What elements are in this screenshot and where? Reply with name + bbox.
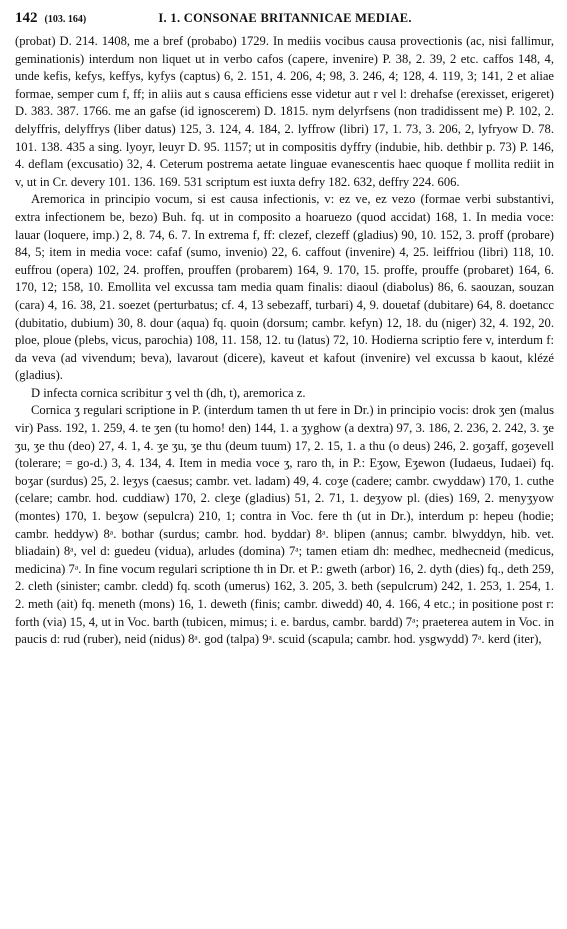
paragraph-aremorica: Aremorica in principio vocum, si est causa infectionis, v: ez ve, ez vezo (formae verbi substantivi, extra infectionem be, bezo) Buh. fq. ut in composito a hoaruezo (quod accidat) 168, 1. In media voce: lauar (loquere, imp.) 2, 8. 74, 6. 7. In extrema f, ff: clezef, clezeff (gladius) 90, 10. 152, 3. proff (probare) 84, 5; item in media voce: cafaf (sumo, invenio) 22, 6. caffout (invenire) 4, 25. leiffriou (libri) 118, 10. euffrou (opera) 102, 24. proffen, prouffen (probarem) 164, 9. 170, 15. proffe, prouffe (probaret) 164, 6. 170, 12; 158, 10. Emollita vel excussa tam media quam finalis: diaoul (diabolus) 86, 6. saouzan, souzan (cara) 4, 16. 38, 21. soezet (perturbatus; cf. 4, 13 sebezaff, turbari) 4, 9. douetaf (dubitare) 64, 8. doetancc (dubitatio, dubium) 30, 8. dour (aqua) fq. quoin (dorsum; cambr. kefyn) 12, 18. du (niger) 32, 4. 192, 20. ploe, ploue (plebs, vicus, parochia) 108, 11. 158, 12. tu (latus) 72, 10. Hodierna scriptio fere v, interdum f: da veva (ad vivendum; beva), lavarout (dicere), kaveut et kafout (invenire) vel excussa b kaout, klézé (gladius).	[15, 192, 554, 383]
page-number: 142	[15, 10, 38, 26]
running-head	[15, 10, 554, 27]
body-text	[15, 33, 554, 649]
paragraph-d-infecta: D infecta cornica scribitur ʒ vel th (dh, t), aremorica z.	[31, 385, 306, 400]
running-title: I. 1. CONSONAE BRITANNICAE MEDIAE.	[158, 11, 412, 25]
page-reference: (103. 164)	[44, 14, 87, 25]
paragraph-probat: (probat) D. 214. 1408, me a bref (probabo) 1729. In mediis vocibus causa provectionis (ac, nisi fallimur, geminationis) interdum non liquet ut in verbo cafos (capere, invenire) P. 38, 2. 39, 2 etc. caffos 148, 4, unde kefis, kefys, keffys, kyfys (captus) 6, 2. 151, 4. 206, 4; 98, 3. 246, 4; 128, 4. 119, 3; 141, 2 et aliae formae, semper cum f, ff; in aliis aut s causa efficiens esse videtur aut r vel l: drehafse (erexisset, erigeret) D. 383. 387. 1766. me an gafse (id ignoscerem) D. 1815. nym delyrfsens (non tradidissent me) P. 102, 2. delyffris, delyffrys (liber datus) 125, 3. 124, 4. 184, 2. lyffrow (libri) 17, 1. 73, 3. 206, 2, lyfryow D. 78. 101. 138. 435 a sing. lyoyr, leuyr D. 95. 1157; ut in compositis dyffry (indubie, hib. dethbir p. 73) P. 146, 4. deflam (excusatio) 32, 4. Ceterum postrema aetate linguae evanescentis haec quoque f mollita rediit in v, ut in Cr. devery 101. 136. 169. 531 scriptum est iuxta defry 182. 632, deffry 224. 606.	[15, 34, 554, 189]
paragraph-cornica: Cornica ʒ regulari scriptione in P. (interdum tamen th ut fere in Dr.) in principio vocis: drok ʒen (malus vir) Pass. 192, 1. 259, 4. te ʒen (tu homo! den) 144, 1. a ʒyghow (a dextra) 97, 3. 186, 2. 236, 2. 242, 3. ʒe ʒu, ʒe thu (deo) 27, 4. 1, 4. ʒe ʒu, ʒe thu (deum tuum) 17, 2. 15, 1. a thu (o deus) 246, 2. goʒaff, goʒevell (tolerare; = go-d.) 3, 4. 134, 4. Item in media voce ʒ, raro th, in P.: Eʒow, Eʒewon (Iudaeus, Iudaei) fq. boʒar (surdus) 25, 2. leʒys (caesus; cambr. vet. ladam) 49, 4. coʒe (cadere; cambr. cwyddaw) 170, 1. cuthe (celare; cambr. hod. cuddiaw) 170, 2. cleʒe (gladius) 51, 2. 71, 1. deʒyow pl. (dies) 169, 2. menyʒyow (montes) 170, 1. beʒow (sepulcra) 210, 1; contra in Voc. fere th (ut in Dr.), interdum p: hepeu (hodie; cambr. heddyw) 8ᵃ. bothar (surdus; cambr. hod. byddar) 8ᵃ. blipen (annus; cambr. blwyddyn, hib. vet. bliadain) 8ᵃ, vel d: guedeu (vidua), arludes (domina) 7ᵃ; tamen etiam dh: medhec, medhecneid (medicus, medicina) 7ᵃ. In fine vocum regulari scriptione th in Dr. et P.: gweth (arbor) 16, 2. dyth (dies) fq., deth 259, 2. cleth (sinister; cambr. cledd) fq. scoth (umerus) 162, 3. 205, 3. beth (sepulcrum) 242, 1. 253, 1. 254, 1. 2. meth (ait) fq. meneth (mons) 16, 1. deweth (finis; cambr. diwedd) 40, 4. 166, 4 etc.; in positione post r: forth (via) 15, 4, ut in Voc. barth (tubicen, mimus; i. e. bardus, cambr. bardd) 7ᵃ; praeterea autem in Voc. in paucis d: rud (ruber), neid (nidus) 8ᵃ. god (talpa) 9ᵃ. scuid (scapula; cambr. hod. ysgwydd) 7ᵃ. kerd (iter),	[15, 403, 554, 647]
